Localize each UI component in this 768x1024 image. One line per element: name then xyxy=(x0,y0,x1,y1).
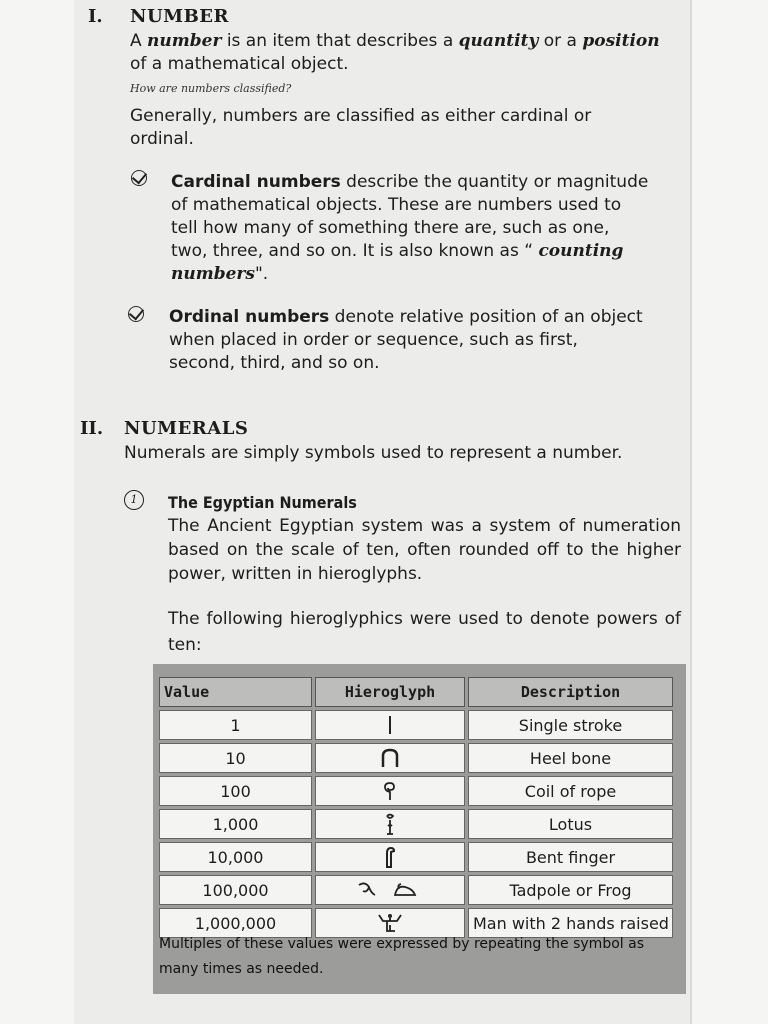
description-cell: Tadpole or Frog xyxy=(468,875,673,905)
classification-text: Generally, numbers are classified as either cardinal or ordinal. xyxy=(130,106,592,149)
number-definition: A number is an item that describes a quantity or a position of a mathematical object. xyxy=(130,31,660,74)
section-title: NUMERALS xyxy=(124,418,249,439)
coil-rope-icon xyxy=(315,776,465,806)
header-hieroglyph: Hieroglyph xyxy=(315,677,465,707)
value-cell: 10 xyxy=(159,743,312,773)
value-cell: 100,000 xyxy=(159,875,312,905)
section-numeral: I. xyxy=(88,6,103,27)
header-description: Description xyxy=(468,677,673,707)
description-cell: Lotus xyxy=(468,809,673,839)
check-bullet-icon xyxy=(128,306,144,322)
item-number-badge: 1 xyxy=(124,490,144,510)
description-cell: Man with 2 hands raised xyxy=(468,908,673,938)
table-row xyxy=(159,875,673,905)
lotus-icon xyxy=(315,809,465,839)
tadpole-frog-icon xyxy=(315,875,465,905)
table-footnote: Multiples of these values were expressed by repeating the symbol as many times as needed. xyxy=(159,936,644,977)
check-bullet-icon xyxy=(131,170,147,186)
table-row xyxy=(159,809,673,839)
value-cell: 100 xyxy=(159,776,312,806)
value-cell: 1,000,000 xyxy=(159,908,312,938)
description-cell: Bent finger xyxy=(468,842,673,872)
table-row xyxy=(159,710,673,740)
description-cell: Single stroke xyxy=(468,710,673,740)
stroke-icon xyxy=(315,710,465,740)
numerals-intro: Numerals are simply symbols used to represent a number. xyxy=(124,443,623,463)
section-numeral: II. xyxy=(80,418,104,439)
table-row xyxy=(159,842,673,872)
description-cell: Heel bone xyxy=(468,743,673,773)
cardinal-description: Cardinal numbers describe the quantity or magnitude of mathematical objects. These are numbers used to tell how many of something there are, such as one, two, three, and so on. It is also known as “ counting numbers". xyxy=(171,172,649,284)
egyptian-numerals-title: The Egyptian Numerals xyxy=(168,493,357,512)
section-title: NUMBER xyxy=(130,6,229,27)
egyptian-system-text: The Ancient Egyptian system was a system of numeration based on the scale of ten, often rounded off to the higher power, written in hieroglyphs. xyxy=(168,516,681,584)
hieroglyph-table xyxy=(156,674,676,941)
hieroglyph-table-panel xyxy=(153,664,686,994)
heel-bone-icon xyxy=(315,743,465,773)
powers-of-ten-text: The following hieroglyphics were used to denote powers of ten: xyxy=(168,609,681,655)
handwritten-note: How are numbers classified? xyxy=(130,82,292,95)
value-cell: 10,000 xyxy=(159,842,312,872)
table-row xyxy=(159,743,673,773)
table-row xyxy=(159,776,673,806)
ordinal-description: Ordinal numbers denote relative position of an object when placed in order or sequence, such as first, second, third, and so on. xyxy=(169,307,643,373)
description-cell: Coil of rope xyxy=(468,776,673,806)
value-cell: 1 xyxy=(159,710,312,740)
value-cell: 1,000 xyxy=(159,809,312,839)
bent-finger-icon xyxy=(315,842,465,872)
header-value: Value xyxy=(159,677,312,707)
